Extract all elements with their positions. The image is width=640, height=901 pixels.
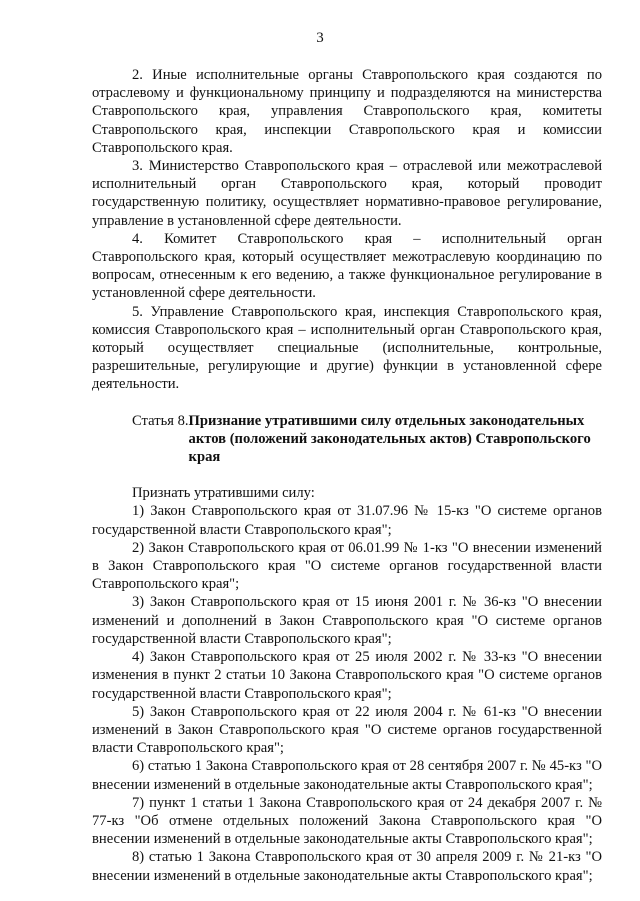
article-number: Статья 8. [132,412,189,429]
list-item: 1) Закон Ставропольского края от 31.07.96 № 15-кз "О системе органов государственной власти Ставропольского края"; [92,503,602,538]
list-item: 7) пункт 1 статьи 1 Закона Ставропольского края от 24 декабря 2007 г. № 77-кз "Об отмене отдельных положений Закона Ставропольского края "О внесении изменений в отдельные законодательные акты Ставропольского края"; [92,794,602,848]
paragraph: 3. Министерство Ставропольского края – отраслевой или межотраслевой исполнительный орган Ставропольского края, который проводит государственную политику, осуществляет нормативно-правовое регулирование, управление в установленной сфере деятельности. [92,158,602,229]
document-body [92,66,602,885]
paragraph: 5. Управление Ставропольского края, инспекция Ставропольского края, комиссия Ставропольского края – исполнительный орган Ставропольского края, который осуществляет специальные (исполнительные, контрольные, разрешительные, регулирующие и другие) функции в установленной сфере деятельности. [92,303,602,393]
list-item: 8) статью 1 Закона Ставропольского края от 30 апреля 2009 г. № 21-кз "О внесении изменений в отдельные законодательные акты Ставропольского края"; [92,849,602,884]
list-intro: Признать утратившими силу: [132,485,315,502]
paragraph: 4. Комитет Ставропольского края – исполнительный орган Ставропольского края, который осуществляет межотраслевую координацию по вопросам, отнесенным к его ведению, а также функциональное регулирование в установленной сфере деятельности. [92,230,602,302]
repealed-acts-list [92,502,602,884]
list-item: 4) Закон Ставропольского края от 25 июля 2002 г. № 33-кз "О внесении изменения в пункт 2 статьи 10 Закона Ставропольского края "О системе органов государственной власти Ставропольского края"; [92,649,602,702]
list-item: 5) Закон Ставропольского края от 22 июля 2004 г. № 61-кз "О внесении изменений в Закон Ставропольского края "О системе органов государственной власти Ставропольского края"; [92,703,602,757]
article-title: Признание утратившими силу отдельных законодательных актов (положений законодательных актов) Ставропольского края [188,412,591,466]
article-heading [92,412,602,467]
paragraph: 2. Иные исполнительные органы Ставропольского края создаются по отраслевому и функциональному принципу и подразделяются на министерства Ставропольского края, управления Ставропольского края, комитеты Ставропольского края, инспекции Ставропольского края и комиссии Ставропольского края. [92,67,602,156]
list-item: 2) Закон Ставропольского края от 06.01.99 № 1-кз "О внесении изменений в Закон Ставропольского края "О системе органов государственной власти Ставропольского края"; [92,539,602,593]
page-number: 3 [316,30,324,46]
list-item: 3) Закон Ставропольского края от 15 июня 2001 г. № 36-кз "О внесении изменений и дополнений в Закон Ставропольского края "О системе органов государственной власти Ставропольского края"; [92,594,602,647]
list-item: 6) статью 1 Закона Ставропольского края от 28 сентября 2007 г. № 45-кз "О внесении изменений в отдельные законодательные акты Ставропольского края"; [92,758,602,793]
